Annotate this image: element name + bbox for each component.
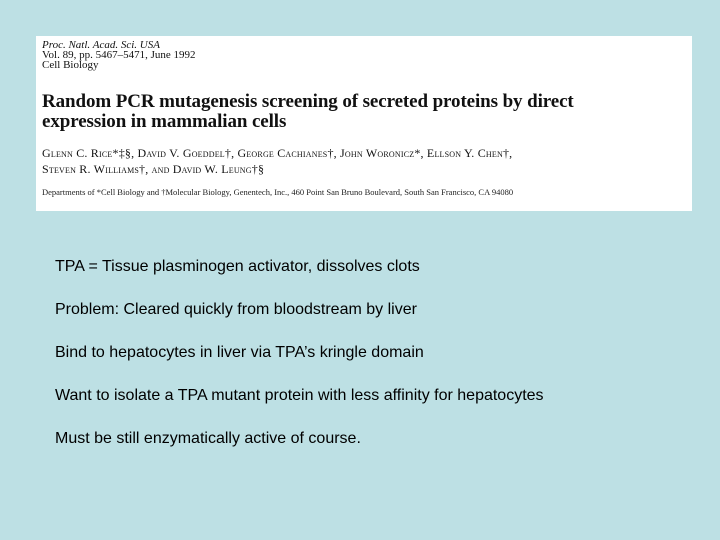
paper-title — [42, 92, 692, 132]
paper-affiliation: Departments of *Cell Biology and †Molecular Biology, Genentech, Inc., 460 Point San Bruno Boulevard, South San Francisco, CA 94080 — [42, 187, 514, 197]
journal-name: Proc. Natl. Acad. Sci. USA — [42, 39, 160, 51]
paper-header-image — [36, 36, 692, 211]
authors-line-1: Glenn C. Rice*‡§, David V. Goeddel†, George Cachianes†, John Woronicz*, Ellson Y. Chen†, — [42, 146, 513, 160]
bullet-item: Problem: Cleared quickly from bloodstream by liver — [55, 301, 417, 318]
journal-volume: Vol. 89, pp. 5467–5471, June 1992 — [42, 49, 196, 61]
bullet-item: TPA = Tissue plasminogen activator, dissolves clots — [55, 258, 420, 275]
paper-title-line-1: Random PCR mutagenesis screening of secreted proteins by direct — [42, 91, 574, 112]
journal-citation — [42, 40, 692, 70]
paper-title-line-2: expression in mammalian cells — [42, 111, 287, 132]
journal-section: Cell Biology — [42, 59, 99, 71]
bullet-item: Bind to hepatocytes in liver via TPA’s kringle domain — [55, 344, 424, 361]
authors-line-2: Steven R. Williams†, and David W. Leung†§ — [42, 162, 265, 176]
paper-authors — [42, 145, 692, 177]
bullet-item: Want to isolate a TPA mutant protein with less affinity for hepatocytes — [55, 387, 544, 404]
bullet-list — [55, 256, 544, 471]
bullet-item: Must be still enzymatically active of course. — [55, 430, 361, 447]
